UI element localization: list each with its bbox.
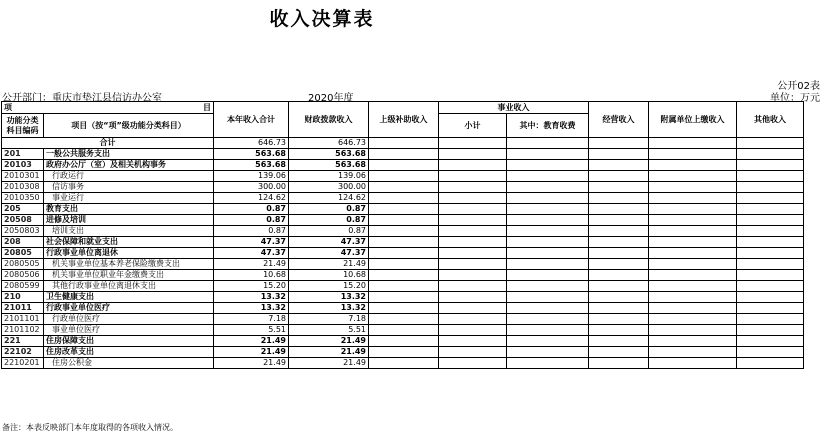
- empty-cell: [507, 336, 589, 347]
- footnote: 备注：本表反映部门本年度取得的各项收入情况。: [2, 423, 178, 432]
- header-total: 本年收入合计: [214, 102, 289, 138]
- row-code: 205: [2, 204, 44, 215]
- row-total: 21.49: [214, 347, 289, 358]
- empty-cell: [649, 215, 737, 226]
- table-row: [2, 358, 804, 369]
- empty-cell: [439, 171, 507, 182]
- empty-cell: [439, 193, 507, 204]
- row-total: 7.18: [214, 314, 289, 325]
- empty-cell: [439, 248, 507, 259]
- empty-cell: [369, 215, 439, 226]
- empty-cell: [507, 237, 589, 248]
- empty-cell: [507, 347, 589, 358]
- row-code: 2101101: [2, 314, 44, 325]
- empty-cell: [439, 160, 507, 171]
- empty-cell: [737, 204, 804, 215]
- empty-cell: [589, 259, 649, 270]
- row-fiscal: 13.32: [289, 303, 369, 314]
- row-fiscal: 7.18: [289, 314, 369, 325]
- row-fiscal: 21.49: [289, 259, 369, 270]
- header-business: 事业收入: [439, 102, 589, 114]
- empty-cell: [507, 358, 589, 369]
- empty-cell: [369, 160, 439, 171]
- empty-cell: [737, 193, 804, 204]
- row-fiscal: 300.00: [289, 182, 369, 193]
- row-name: 培训支出: [44, 226, 214, 237]
- empty-cell: [649, 149, 737, 160]
- empty-cell: [369, 259, 439, 270]
- empty-cell: [439, 281, 507, 292]
- empty-cell: [439, 215, 507, 226]
- table-row: [2, 259, 804, 270]
- empty-cell: [507, 248, 589, 259]
- header-item: 项 目: [2, 102, 214, 114]
- empty-cell: [369, 281, 439, 292]
- empty-cell: [507, 160, 589, 171]
- row-code: 2080599: [2, 281, 44, 292]
- empty-cell: [507, 314, 589, 325]
- empty-cell: [369, 182, 439, 193]
- empty-cell: [589, 171, 649, 182]
- empty-cell: [369, 193, 439, 204]
- empty-cell: [737, 292, 804, 303]
- empty-cell: [369, 303, 439, 314]
- row-total: 21.49: [214, 259, 289, 270]
- row-total: 21.49: [214, 336, 289, 347]
- row-code: 208: [2, 237, 44, 248]
- empty-cell: [439, 182, 507, 193]
- empty-cell: [589, 237, 649, 248]
- row-fiscal: 21.49: [289, 358, 369, 369]
- row-total: 15.20: [214, 281, 289, 292]
- empty-cell: [369, 149, 439, 160]
- header-superior: 上级补助收入: [369, 102, 439, 138]
- empty-cell: [589, 347, 649, 358]
- row-total: 563.68: [214, 160, 289, 171]
- empty-cell: [369, 292, 439, 303]
- total-fiscal: 646.73: [289, 138, 369, 149]
- row-code: 221: [2, 336, 44, 347]
- row-fiscal: 0.87: [289, 226, 369, 237]
- empty-cell: [507, 292, 589, 303]
- header-operating: 经营收入: [589, 102, 649, 138]
- empty-cell: [439, 204, 507, 215]
- empty-cell: [589, 204, 649, 215]
- empty-cell: [507, 193, 589, 204]
- table-row: [2, 248, 804, 259]
- header-fiscal: 财政拨款收入: [289, 102, 369, 138]
- row-name: 教育支出: [44, 204, 214, 215]
- row-name: 社会保障和就业支出: [44, 237, 214, 248]
- empty-cell: [649, 226, 737, 237]
- row-name: 行政运行: [44, 171, 214, 182]
- empty-cell: [507, 226, 589, 237]
- header-business-edu: 其中：教育收费: [507, 114, 589, 138]
- row-total: 47.37: [214, 248, 289, 259]
- row-fiscal: 0.87: [289, 215, 369, 226]
- header-row-1: [2, 102, 804, 114]
- row-fiscal: 13.32: [289, 292, 369, 303]
- empty-cell: [369, 336, 439, 347]
- row-name: 卫生健康支出: [44, 292, 214, 303]
- row-fiscal: 5.51: [289, 325, 369, 336]
- empty-cell: [737, 347, 804, 358]
- empty-cell: [737, 270, 804, 281]
- row-name: 一般公共服务支出: [44, 149, 214, 160]
- row-name: 住房公积金: [44, 358, 214, 369]
- empty-cell: [649, 248, 737, 259]
- empty-cell: [649, 303, 737, 314]
- row-total: 10.68: [214, 270, 289, 281]
- table-row: [2, 314, 804, 325]
- empty-cell: [649, 259, 737, 270]
- row-name: 行政事业单位医疗: [44, 303, 214, 314]
- empty-cell: [507, 270, 589, 281]
- empty-cell: [369, 358, 439, 369]
- empty-cell: [507, 149, 589, 160]
- row-fiscal: 21.49: [289, 336, 369, 347]
- empty-cell: [737, 182, 804, 193]
- table-row: [2, 237, 804, 248]
- header-affiliated: 附属单位上缴收入: [649, 102, 737, 138]
- row-total: 47.37: [214, 237, 289, 248]
- row-code: 210: [2, 292, 44, 303]
- empty-cell: [369, 226, 439, 237]
- empty-cell: [737, 325, 804, 336]
- empty-cell: [507, 281, 589, 292]
- row-name: 住房改革支出: [44, 347, 214, 358]
- table-row: [2, 160, 804, 171]
- empty-cell: [439, 314, 507, 325]
- row-fiscal: 124.62: [289, 193, 369, 204]
- table-row: [2, 325, 804, 336]
- empty-cell: [589, 303, 649, 314]
- table-row: [2, 281, 804, 292]
- row-fiscal: 15.20: [289, 281, 369, 292]
- row-code: 2050803: [2, 226, 44, 237]
- row-code: 2010301: [2, 171, 44, 182]
- table-row: [2, 182, 804, 193]
- row-code: 21011: [2, 303, 44, 314]
- empty-cell: [589, 182, 649, 193]
- row-code: 22102: [2, 347, 44, 358]
- row-name: 机关事业单位基本养老保险缴费支出: [44, 259, 214, 270]
- empty-cell: [737, 237, 804, 248]
- empty-cell: [439, 270, 507, 281]
- table-row: [2, 347, 804, 358]
- empty-cell: [737, 215, 804, 226]
- row-total: 13.32: [214, 303, 289, 314]
- empty-cell: [589, 160, 649, 171]
- empty-cell: [589, 314, 649, 325]
- row-total: 13.32: [214, 292, 289, 303]
- empty-cell: [589, 358, 649, 369]
- table-row: [2, 270, 804, 281]
- table-row: [2, 215, 804, 226]
- empty-cell: [649, 193, 737, 204]
- row-fiscal: 47.37: [289, 237, 369, 248]
- row-name: 行政单位医疗: [44, 314, 214, 325]
- empty-cell: [589, 226, 649, 237]
- empty-cell: [737, 226, 804, 237]
- empty-cell: [737, 303, 804, 314]
- row-total: 0.87: [214, 226, 289, 237]
- empty-cell: [507, 204, 589, 215]
- row-code: 20805: [2, 248, 44, 259]
- empty-cell: [737, 336, 804, 347]
- row-name: 机关事业单位职业年金缴费支出: [44, 270, 214, 281]
- empty-cell: [589, 149, 649, 160]
- empty-cell: [649, 160, 737, 171]
- row-fiscal: 21.49: [289, 347, 369, 358]
- header-business-sub: 小计: [439, 114, 507, 138]
- empty-cell: [369, 248, 439, 259]
- empty-cell: [439, 149, 507, 160]
- row-fiscal: 0.87: [289, 204, 369, 215]
- empty-cell: [507, 215, 589, 226]
- table-row: [2, 149, 804, 160]
- empty-cell: [649, 314, 737, 325]
- row-total: 139.06: [214, 171, 289, 182]
- row-total: 0.87: [214, 215, 289, 226]
- income-table: [1, 101, 804, 369]
- table-row: [2, 171, 804, 182]
- row-fiscal: 563.68: [289, 160, 369, 171]
- empty-cell: [507, 182, 589, 193]
- year-label: 2020年度: [308, 93, 354, 104]
- department-label: 公开部门：重庆市垫江县信访办公室: [2, 93, 162, 104]
- empty-cell: [589, 336, 649, 347]
- empty-cell: [737, 248, 804, 259]
- empty-cell: [649, 182, 737, 193]
- total-value: 646.73: [214, 138, 289, 149]
- row-code: 2101102: [2, 325, 44, 336]
- row-total: 300.00: [214, 182, 289, 193]
- empty-cell: [439, 303, 507, 314]
- row-fiscal: 139.06: [289, 171, 369, 182]
- row-total: 563.68: [214, 149, 289, 160]
- row-fiscal: 47.37: [289, 248, 369, 259]
- row-code: 20508: [2, 215, 44, 226]
- empty-cell: [649, 281, 737, 292]
- row-total: 21.49: [214, 358, 289, 369]
- empty-cell: [439, 237, 507, 248]
- empty-cell: [649, 292, 737, 303]
- row-fiscal: 10.68: [289, 270, 369, 281]
- empty-cell: [439, 347, 507, 358]
- form-code: 公开02表: [777, 81, 820, 92]
- empty-cell: [589, 248, 649, 259]
- row-code: 2010350: [2, 193, 44, 204]
- empty-cell: [589, 281, 649, 292]
- row-name: 信访事务: [44, 182, 214, 193]
- total-label: 合计: [2, 138, 214, 149]
- row-code: 201: [2, 149, 44, 160]
- row-code: 2010308: [2, 182, 44, 193]
- row-name: 事业单位医疗: [44, 325, 214, 336]
- empty-cell: [439, 358, 507, 369]
- header-other: 其他收入: [737, 102, 804, 138]
- empty-cell: [507, 325, 589, 336]
- row-name: 进修及培训: [44, 215, 214, 226]
- empty-cell: [439, 292, 507, 303]
- row-name: 行政事业单位离退休: [44, 248, 214, 259]
- table-row: [2, 292, 804, 303]
- empty-cell: [439, 325, 507, 336]
- row-code: 2080505: [2, 259, 44, 270]
- empty-cell: [589, 325, 649, 336]
- empty-cell: [369, 204, 439, 215]
- empty-cell: [737, 358, 804, 369]
- empty-cell: [737, 171, 804, 182]
- empty-cell: [439, 259, 507, 270]
- table-row: [2, 303, 804, 314]
- header-name: 项目（按“项”级功能分类科目）: [44, 114, 214, 138]
- empty-cell: [737, 281, 804, 292]
- empty-cell: [589, 270, 649, 281]
- row-total: 5.51: [214, 325, 289, 336]
- row-name: 其他行政事业单位离退休支出: [44, 281, 214, 292]
- empty-cell: [649, 347, 737, 358]
- row-name: 住房保障支出: [44, 336, 214, 347]
- row-code: 20103: [2, 160, 44, 171]
- empty-cell: [507, 259, 589, 270]
- table-row: [2, 336, 804, 347]
- total-row: [2, 138, 804, 149]
- empty-cell: [589, 215, 649, 226]
- empty-cell: [649, 204, 737, 215]
- page-title: 收入决算表: [269, 8, 375, 30]
- empty-cell: [589, 193, 649, 204]
- empty-cell: [737, 160, 804, 171]
- empty-cell: [369, 237, 439, 248]
- empty-cell: [649, 171, 737, 182]
- empty-cell: [649, 237, 737, 248]
- row-total: 0.87: [214, 204, 289, 215]
- empty-cell: [737, 314, 804, 325]
- empty-cell: [589, 292, 649, 303]
- empty-cell: [737, 259, 804, 270]
- empty-cell: [649, 336, 737, 347]
- empty-cell: [439, 226, 507, 237]
- row-name: 政府办公厅（室）及相关机构事务: [44, 160, 214, 171]
- table-row: [2, 204, 804, 215]
- row-code: 2080506: [2, 270, 44, 281]
- header-code: 功能分类科目编码: [2, 114, 44, 138]
- row-total: 124.62: [214, 193, 289, 204]
- empty-cell: [737, 149, 804, 160]
- row-name: 事业运行: [44, 193, 214, 204]
- unit-label: 单位：万元: [770, 93, 820, 104]
- empty-cell: [369, 171, 439, 182]
- table-row: [2, 226, 804, 237]
- empty-cell: [369, 325, 439, 336]
- row-fiscal: 563.68: [289, 149, 369, 160]
- empty-cell: [507, 171, 589, 182]
- empty-cell: [369, 314, 439, 325]
- row-code: 2210201: [2, 358, 44, 369]
- empty-cell: [369, 347, 439, 358]
- empty-cell: [507, 303, 589, 314]
- empty-cell: [649, 325, 737, 336]
- empty-cell: [649, 270, 737, 281]
- empty-cell: [369, 270, 439, 281]
- empty-cell: [649, 358, 737, 369]
- empty-cell: [439, 336, 507, 347]
- table-row: [2, 193, 804, 204]
